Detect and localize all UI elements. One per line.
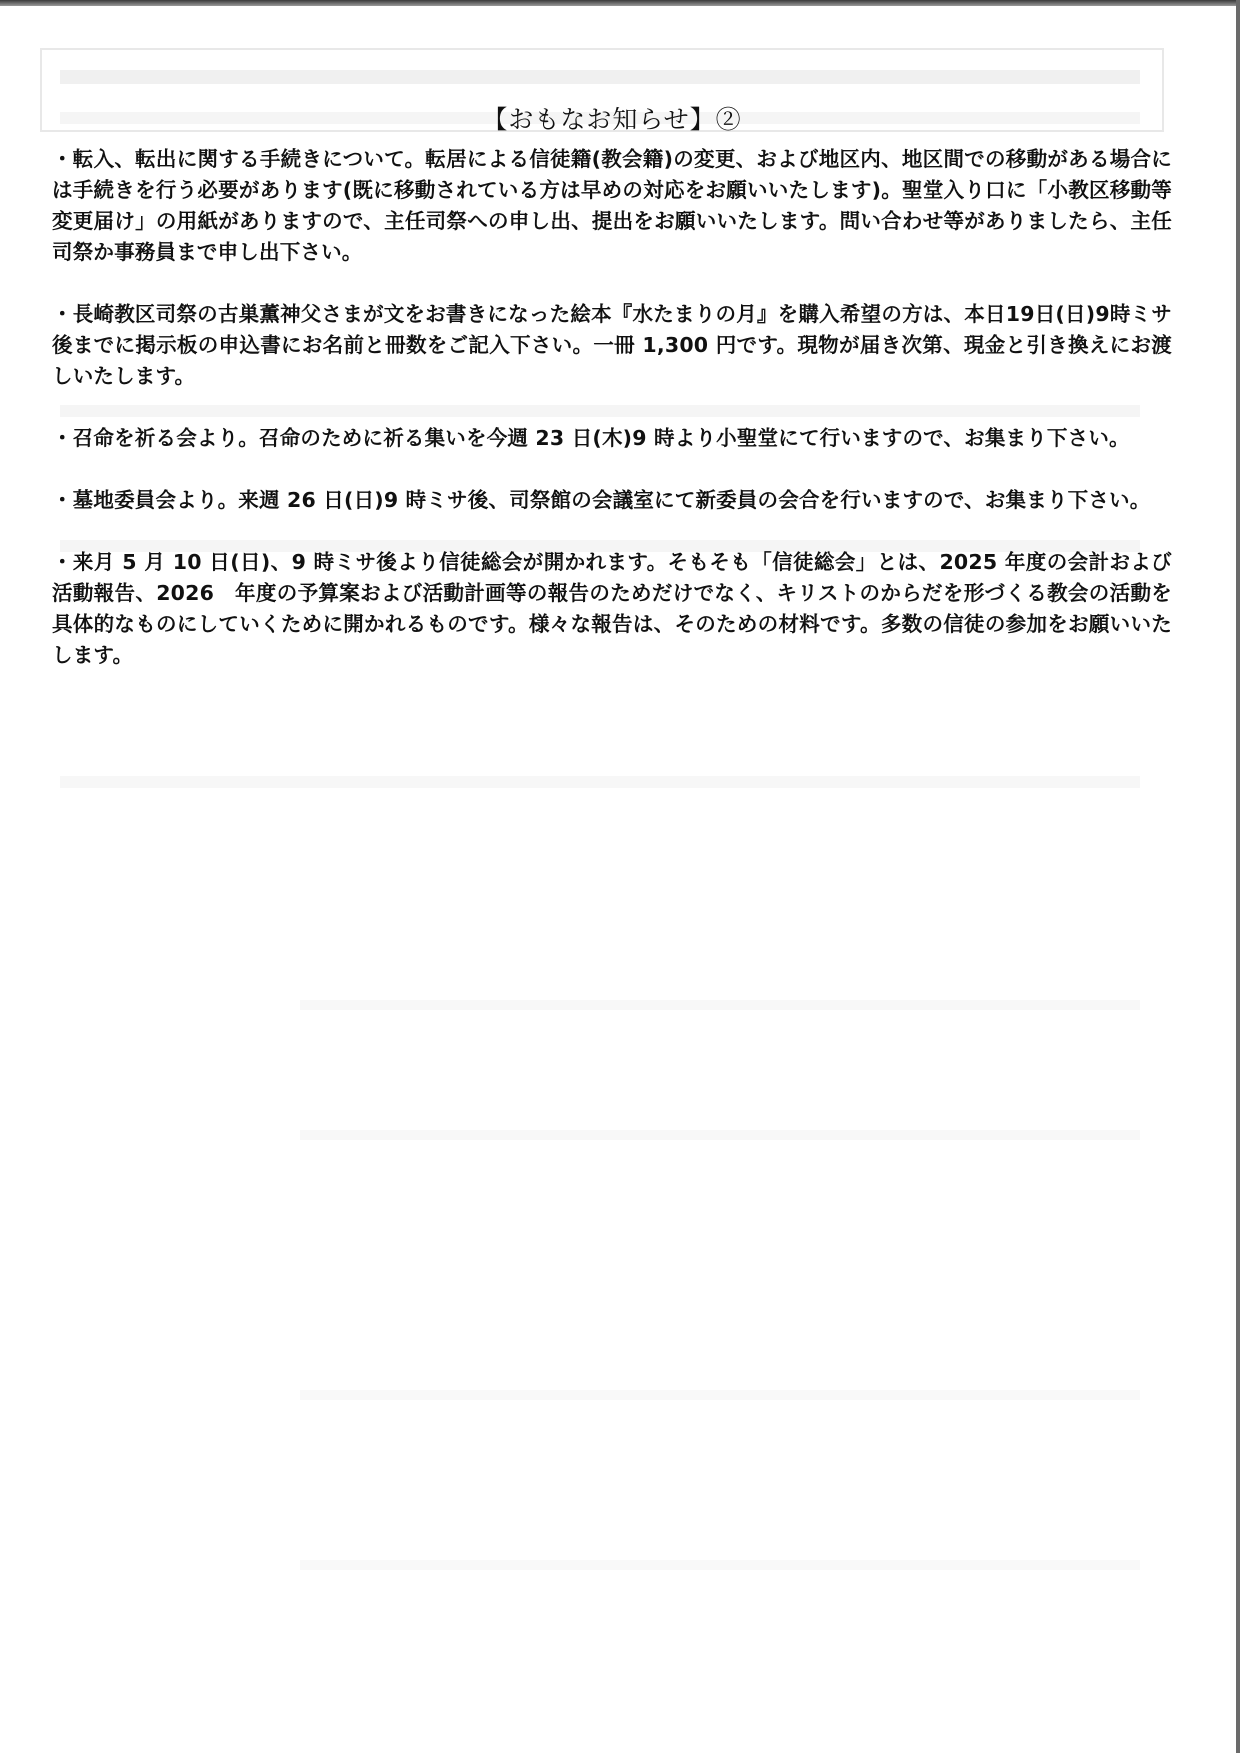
notice-relocation-procedure: ・転入、転出に関する手続きについて。転居による信徒籍(教会籍)の変更、および地区内、地区間での移動がある場合には手続きを行う必要があります(既に移動されている方は早めの対応をお願いいたします)。聖堂入り口に「小教区移動等 変更届け」の用紙がありますので、主任司祭への申し出、提出をお願いいたします。問い合わせ等がありましたら、主任司祭か事務員まで申し出下さい。: [52, 147, 1193, 264]
bleed-through-line: [60, 70, 1140, 84]
bleed-through-line: [300, 1390, 1140, 1400]
bleed-through-line: [300, 1000, 1140, 1010]
bleed-through-line: [300, 1560, 1140, 1570]
notice-cemetery-committee: ・墓地委員会より。来週 26 日(日)9 時ミサ後、司祭館の会議室にて新委員の会合を行いますので、お集まり下さい。: [52, 488, 1151, 512]
scan-top-edge: [0, 0, 1240, 6]
page-title: 【おもなお知らせ】②: [482, 105, 742, 134]
notice-picture-book-order: ・長崎教区司祭の古巣薫神父さまが文をお書きになった絵本『水たまりの月』を購入希望の方は、本日19日(日)9時ミサ後までに掲示板の申込書にお名前と冊数をご記入下さい。一冊 1,300 円です。現物が届き次第、現金と引き換えにお渡しいたします。: [52, 302, 1172, 388]
notice-general-assembly: ・来月 5 月 10 日(日)、9 時ミサ後より信徒総会が開かれます。そもそも「信徒総会」とは、2025 年度の会計および活動報告、2026 年度の予算案および活動計画等の報告のためだけでなく、キリストのからだを形づくる教会の活動を具体的なものにしていくために開かれるものです。様々な報告は、そのための材料です。多数の信徒の参加をお願いいたします。: [52, 550, 1172, 667]
scan-right-edge: [1236, 0, 1240, 1753]
bleed-through-line: [60, 776, 1140, 788]
announcements: [52, 100, 1193, 702]
notice-vocation-prayer: ・召命を祈る会より。召命のために祈る集いを今週 23 日(木)9 時より小聖堂にて行いますので、お集まり下さい。: [52, 426, 1130, 450]
bleed-through-line: [300, 1130, 1140, 1140]
